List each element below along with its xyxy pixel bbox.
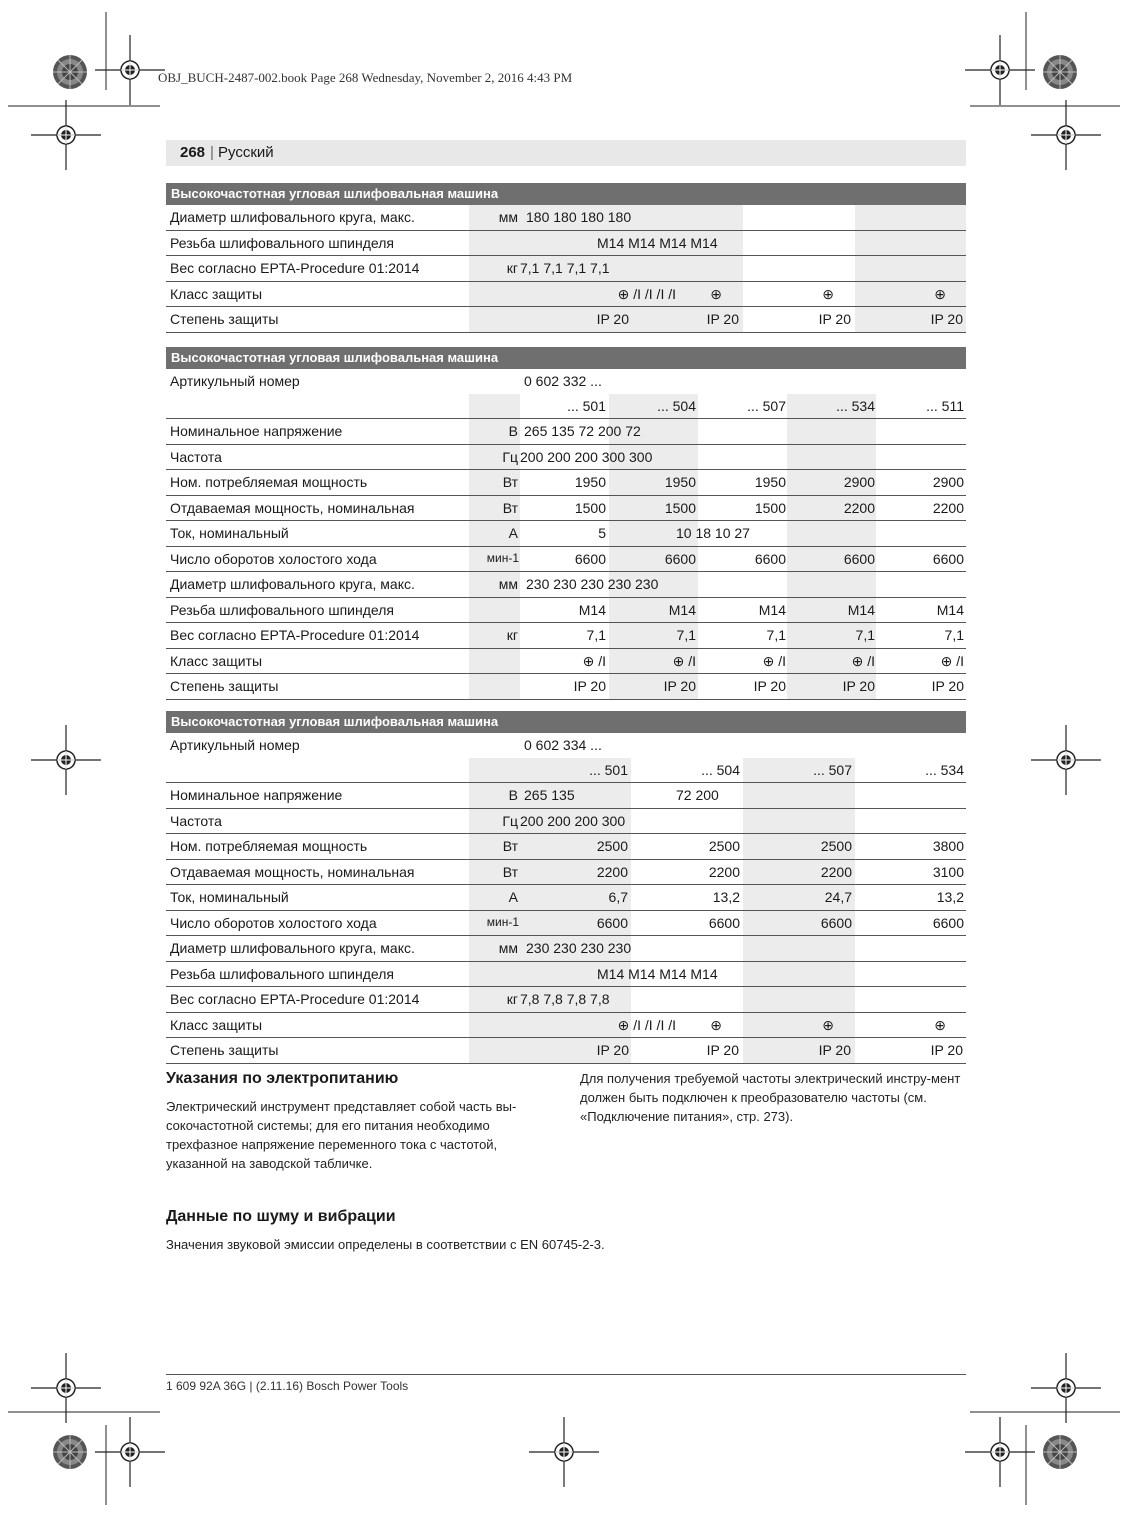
row-unit: Вт [502,838,518,854]
row-label: Частота [170,448,222,465]
row-value: IP 20 [930,1042,963,1058]
page-number: 268 [180,144,206,161]
print-header: OBJ_BUCH-2487-002.book Page 268 Wednesday, November 2, 2016 4:43 PM [158,70,573,85]
table-row [166,885,966,911]
row-unit: кг [506,627,518,643]
row-value: 1950 [664,474,696,490]
row-label: Вес согласно EPTA-Procedure 01:2014 [170,260,420,276]
column-header: ... 501 [589,761,628,778]
row-value: 1500 [574,499,606,516]
spec-table-2 [166,347,966,700]
table-row [166,834,966,860]
row-value: IP 20 [663,678,696,694]
row-value: 180 180 180 180 [526,209,632,225]
row-value: 7,1 [944,627,964,643]
row-value: ⊕ /I /I /I /I [617,1016,676,1033]
table-row [166,572,966,598]
row-value: IP 20 [596,1042,629,1058]
row-value: IP 20 [706,311,739,327]
column-header: ... 534 [836,397,875,414]
row-value: IP 20 [596,311,629,327]
table-row [166,256,966,282]
row-label: Диаметр шлифовального круга, макс. [170,209,415,225]
row-unit: мм [498,576,518,592]
row-unit: мин-1 [486,914,519,929]
row-value: 5 [598,525,606,541]
row-value: 2200 [596,863,628,880]
row-label: Класс защиты [170,652,263,669]
row-value: 7,1 7,1 7,1 7,1 [520,260,610,276]
row-value: 230 230 230 230 [526,940,632,956]
row-unit: кг [506,991,518,1007]
row-unit: Вт [502,474,518,490]
table-row [166,547,966,573]
table-row [166,307,966,333]
article-prefix: 0 602 332 ... [524,373,602,389]
spec-table-1 [166,183,966,333]
row-value: 2200 [708,863,740,880]
row-value: 200 200 200 300 300 [520,448,653,465]
table-row [166,936,966,962]
row-value: 1950 [754,474,786,490]
row-value: IP 20 [818,1042,851,1058]
row-value: IP 20 [842,678,875,694]
row-label: Класс защиты [170,285,263,302]
row-value: 13,2 [712,889,740,905]
row-label: Резьба шлифовального шпинделя [170,965,394,982]
row-value: 6600 [574,550,606,567]
table-row [166,911,966,937]
row-label: Число оборотов холостого хода [170,914,377,931]
row-value: 7,1 [676,627,696,643]
row-value: 3100 [932,863,964,880]
row-unit: Вт [502,863,518,880]
row-value: ⊕ /I [672,652,696,669]
row-unit: мм [498,940,518,956]
power-section-right-text: Для получения требуемой частоты электрический инстру-мент должен быть подключен к преобразователю частоты (см. «Подключение питания», стр. 273). [580,1071,961,1124]
table-row [166,369,966,394]
row-value: ⊕ [934,285,946,302]
row-value: 265 135 72 200 72 [524,423,641,439]
row-unit: кг [506,260,518,276]
row-value: 6600 [664,550,696,567]
row-value: ⊕ /I [762,652,786,669]
table-row [166,733,966,758]
table-title: Высокочастотная угловая шлифовальная машина [166,711,966,733]
table-row [166,231,966,257]
row-unit: Вт [502,499,518,516]
row-value: IP 20 [818,311,851,327]
row-value: M14 [668,601,696,618]
row-value: IP 20 [931,678,964,694]
page-separator: | [210,144,214,161]
row-value: 13,2 [936,889,964,905]
row-value: M14 M14 M14 M14 [597,965,718,982]
row-unit: А [508,889,518,905]
row-value: M14 [847,601,875,618]
article-prefix: 0 602 334 ... [524,737,602,753]
row-value: 10 18 10 27 [676,525,750,541]
row-label: Вес согласно EPTA-Procedure 01:2014 [170,627,420,643]
table-row [166,809,966,835]
row-unit: В [508,423,518,439]
row-value: 1950 [574,474,606,490]
row-unit: мин-1 [486,550,519,565]
row-value: 6600 [708,914,740,931]
table-row [166,649,966,675]
row-unit: А [508,525,518,541]
footer-rule [166,1374,966,1375]
column-header: ... 504 [701,761,740,778]
row-value: 7,1 [766,627,786,643]
article-label: Артикульный номер [170,737,300,753]
row-value: 2500 [596,838,628,854]
row-value: 6,7 [608,889,628,905]
row-label: Диаметр шлифовального круга, макс. [170,576,415,592]
row-value: 2500 [708,838,740,854]
row-value: 6600 [820,914,852,931]
row-value: 1500 [754,499,786,516]
row-value: 7,1 [586,627,606,643]
row-value: 6600 [754,550,786,567]
table-row [166,1038,966,1064]
row-value: IP 20 [573,678,606,694]
row-value: 230 230 230 230 230 [526,576,659,592]
table-title: Высокочастотная угловая шлифовальная машина [166,183,966,205]
row-label: Ток, номинальный [170,889,289,905]
row-value: ⊕ [822,1016,834,1033]
row-label: Отдаваемая мощность, номинальная [170,863,415,880]
row-value: ⊕ [822,285,834,302]
row-value: ⊕ /I [851,652,875,669]
column-header: ... 504 [657,397,696,414]
row-value: 24,7 [824,889,852,905]
row-label: Ном. потребляемая мощность [170,474,368,490]
noise-section-text: Значения звуковой эмиссии определены в соответствии с EN 60745-2-3. [166,1237,605,1252]
table-row [166,496,966,522]
column-header: ... 507 [813,761,852,778]
row-unit: Гц [502,812,518,829]
table-row [166,860,966,886]
table-row [166,674,966,700]
row-unit: мм [498,209,518,225]
row-value: 2200 [820,863,852,880]
table-row [166,962,966,988]
row-value: M14 M14 M14 M14 [597,234,718,251]
table-row [166,783,966,809]
row-label: Резьба шлифовального шпинделя [170,234,394,251]
row-value: 6600 [843,550,875,567]
row-value: 2900 [843,474,875,490]
row-label: Номинальное напряжение [170,423,343,439]
row-value: 2500 [820,838,852,854]
table-row [166,623,966,649]
row-value: 265 135 [524,787,575,803]
noise-section-heading: Данные по шуму и вибрации [166,1208,396,1225]
table-row [166,1013,966,1039]
table-row [166,521,966,547]
table-header-row [166,758,966,784]
row-value: ⊕ /I /I /I /I [617,285,676,302]
row-value: 6600 [932,914,964,931]
row-value: 6600 [596,914,628,931]
row-value: 1500 [664,499,696,516]
row-label: Степень защиты [170,311,279,327]
row-value: M14 [936,601,964,618]
table-row [166,470,966,496]
row-value: 6600 [932,550,964,567]
row-value: ⊕ [934,1016,946,1033]
page-header-band [166,140,966,166]
row-value: 72 200 [676,787,719,803]
row-value: 3800 [932,838,964,854]
column-header: ... 507 [747,397,786,414]
column-header: ... 511 [926,397,964,414]
power-section-left-text: Электрический инструмент представляет собой часть вы-сокочастотной системы; для его питания необходимо трехфазное напряжение переменного тока с частотой, указанной на заводской табличке. [166,1099,517,1171]
row-value: IP 20 [706,1042,739,1058]
article-label: Артикульный номер [170,373,300,389]
row-unit: Гц [502,448,518,465]
row-value: 200 200 200 300 [520,812,626,829]
table-row [166,987,966,1013]
power-section-heading: Указания по электропитанию [166,1070,399,1087]
column-header: ... 501 [567,397,606,414]
row-value: ⊕ [710,1016,722,1033]
row-label: Частота [170,812,222,829]
footer-text: 1 609 92A 36G | (2.11.16) Bosch Power Tools [166,1379,409,1393]
row-label: Число оборотов холостого хода [170,550,377,567]
row-value: 2200 [932,499,964,516]
row-label: Класс защиты [170,1016,263,1033]
row-label: Отдаваемая мощность, номинальная [170,499,415,516]
row-value: ⊕ [710,285,722,302]
table-row [166,419,966,445]
table-row [166,205,966,231]
row-label: Ток, номинальный [170,525,289,541]
row-label: Вес согласно EPTA-Procedure 01:2014 [170,991,420,1007]
column-header: ... 534 [925,761,964,778]
row-label: Степень защиты [170,1042,279,1058]
row-label: Номинальное напряжение [170,787,343,803]
row-value: M14 [578,601,606,618]
row-value: IP 20 [930,311,963,327]
row-unit: В [508,787,518,803]
row-value: ⊕ /I [940,652,964,669]
row-value: M14 [758,601,786,618]
spec-table-3 [166,711,966,1064]
table-title: Высокочастотная угловая шлифовальная машина [166,347,966,369]
page-language: Русский [218,144,274,161]
row-value: 2200 [843,499,875,516]
row-value: 2900 [932,474,964,490]
row-label: Степень защиты [170,678,279,694]
row-value: IP 20 [753,678,786,694]
table-row [166,282,966,308]
row-label: Резьба шлифовального шпинделя [170,601,394,618]
row-label: Ном. потребляемая мощность [170,838,368,854]
row-value: 7,1 [855,627,875,643]
table-row [166,445,966,471]
table-header-row [166,394,966,420]
row-label: Диаметр шлифовального круга, макс. [170,940,415,956]
row-value: ⊕ /I [582,652,606,669]
table-row [166,598,966,624]
row-value: 7,8 7,8 7,8 7,8 [520,991,610,1007]
